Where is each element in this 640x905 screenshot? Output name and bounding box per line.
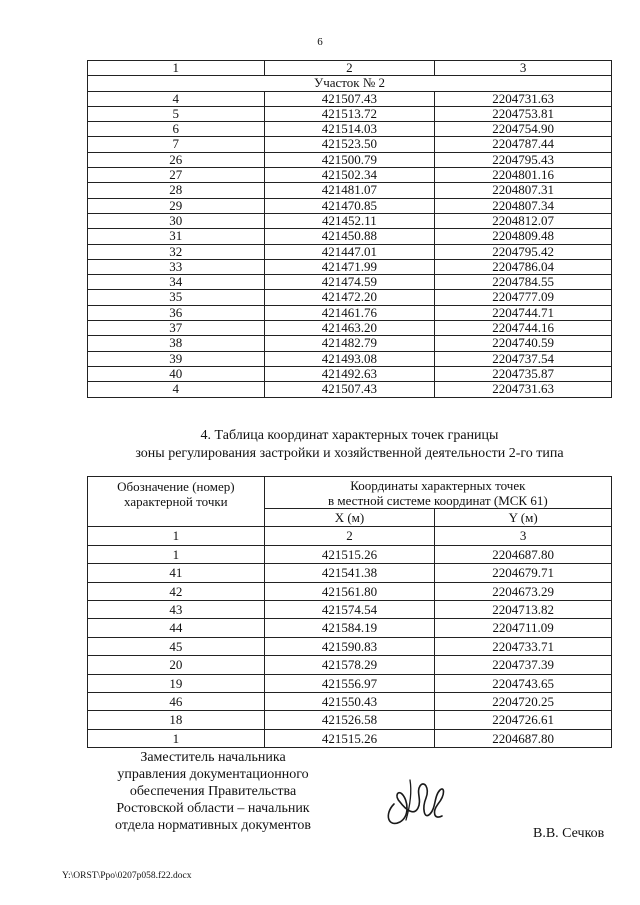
signature-block xyxy=(88,749,338,834)
table-row xyxy=(88,321,612,336)
y-coordinate-cell: 2204809.48 xyxy=(435,229,612,244)
table-caption-line-1: 4. Таблица координат характерных точек границы xyxy=(200,428,499,443)
y-coordinate-cell: 2204801.16 xyxy=(435,168,612,183)
y-coordinate-cell: 2204731.63 xyxy=(435,382,612,397)
y-coordinate-cell: 2204687.80 xyxy=(435,545,612,563)
table-row xyxy=(88,582,612,600)
y-coordinate-cell: 2204720.25 xyxy=(435,693,612,711)
table-row xyxy=(88,711,612,729)
coordinates-header-line-1: Координаты характерных точек xyxy=(350,478,526,493)
table-row xyxy=(88,351,612,366)
x-coordinate-cell: 421515.26 xyxy=(264,545,435,563)
y-coordinate-cell: 2204733.71 xyxy=(435,637,612,655)
point-number-cell: 27 xyxy=(88,168,265,183)
x-coordinate-cell: 421502.34 xyxy=(264,168,435,183)
x-coordinate-cell: 421450.88 xyxy=(264,229,435,244)
point-number-cell: 32 xyxy=(88,244,265,259)
x-coordinate-cell: 421500.79 xyxy=(264,152,435,167)
column-numbers-row xyxy=(88,527,612,545)
point-number-cell: 33 xyxy=(88,259,265,274)
x-coordinate-cell: 421472.20 xyxy=(264,290,435,305)
position-title-line: Заместитель начальника xyxy=(140,750,286,765)
y-coordinate-cell: 2204784.55 xyxy=(435,275,612,290)
section-title: Участок № 2 xyxy=(88,76,612,91)
coordinates-table-section-2 xyxy=(87,60,612,398)
table-row xyxy=(88,168,612,183)
y-coordinate-cell: 2204812.07 xyxy=(435,213,612,228)
point-number-cell: 26 xyxy=(88,152,265,167)
point-number-cell: 35 xyxy=(88,290,265,305)
y-coordinate-cell: 2204673.29 xyxy=(435,582,612,600)
table-row xyxy=(88,366,612,381)
table-row xyxy=(88,336,612,351)
y-coordinate-cell: 2204737.39 xyxy=(435,656,612,674)
column-number-cell: 2 xyxy=(264,61,435,76)
point-number-cell: 1 xyxy=(88,545,265,563)
y-coordinate-cell: 2204777.09 xyxy=(435,290,612,305)
y-coordinate-cell: 2204744.71 xyxy=(435,305,612,320)
x-header: X (м) xyxy=(264,509,435,527)
table-row xyxy=(88,152,612,167)
x-coordinate-cell: 421526.58 xyxy=(264,711,435,729)
y-coordinate-cell: 2204795.43 xyxy=(435,152,612,167)
point-number-cell: 7 xyxy=(88,137,265,152)
y-coordinate-cell: 2204737.54 xyxy=(435,351,612,366)
x-coordinate-cell: 421515.26 xyxy=(264,729,435,747)
table-row xyxy=(88,183,612,198)
table-header-row xyxy=(88,477,612,509)
file-path: Y:\ORST\Ppo\0207p058.f22.docx xyxy=(62,871,192,881)
point-number-cell: 5 xyxy=(88,106,265,121)
point-number-cell: 40 xyxy=(88,366,265,381)
point-number-cell: 18 xyxy=(88,711,265,729)
point-number-cell: 37 xyxy=(88,321,265,336)
coordinates-header-line-2: в местной системе координат (МСК 61) xyxy=(327,493,548,508)
point-number-cell: 43 xyxy=(88,601,265,619)
table-row xyxy=(88,545,612,563)
point-number-cell: 45 xyxy=(88,637,265,655)
table-row xyxy=(88,137,612,152)
x-coordinate-cell: 421590.83 xyxy=(264,637,435,655)
coordinates-header xyxy=(264,477,611,509)
x-coordinate-cell: 421493.08 xyxy=(264,351,435,366)
point-number-cell: 6 xyxy=(88,122,265,137)
x-coordinate-cell: 421578.29 xyxy=(264,656,435,674)
point-number-cell: 34 xyxy=(88,275,265,290)
x-coordinate-cell: 421470.85 xyxy=(264,198,435,213)
point-number-cell: 42 xyxy=(88,582,265,600)
table-row xyxy=(88,637,612,655)
y-coordinate-cell: 2204807.31 xyxy=(435,183,612,198)
point-number-cell: 36 xyxy=(88,305,265,320)
point-number-cell: 31 xyxy=(88,229,265,244)
y-coordinate-cell: 2204743.65 xyxy=(435,674,612,692)
table-row xyxy=(88,619,612,637)
x-coordinate-cell: 421482.79 xyxy=(264,336,435,351)
y-coordinate-cell: 2204713.82 xyxy=(435,601,612,619)
x-coordinate-cell: 421463.20 xyxy=(264,321,435,336)
point-number-cell: 30 xyxy=(88,213,265,228)
x-coordinate-cell: 421492.63 xyxy=(264,366,435,381)
column-number-cell: 2 xyxy=(264,527,435,545)
table-row xyxy=(88,259,612,274)
table-row xyxy=(88,656,612,674)
table-row xyxy=(88,729,612,747)
x-coordinate-cell: 421507.43 xyxy=(264,382,435,397)
y-coordinate-cell: 2204687.80 xyxy=(435,729,612,747)
column-number-cell: 1 xyxy=(88,527,265,545)
point-number-cell: 41 xyxy=(88,564,265,582)
y-coordinate-cell: 2204753.81 xyxy=(435,106,612,121)
y-coordinate-cell: 2204731.63 xyxy=(435,91,612,106)
table-header-row xyxy=(88,61,612,76)
x-coordinate-cell: 421556.97 xyxy=(264,674,435,692)
y-coordinate-cell: 2204740.59 xyxy=(435,336,612,351)
point-number-cell: 1 xyxy=(88,729,265,747)
x-coordinate-cell: 421461.76 xyxy=(264,305,435,320)
table-row xyxy=(88,564,612,582)
point-number-cell: 39 xyxy=(88,351,265,366)
table-row xyxy=(88,244,612,259)
y-coordinate-cell: 2204735.87 xyxy=(435,366,612,381)
y-coordinate-cell: 2204744.16 xyxy=(435,321,612,336)
y-coordinate-cell: 2204726.61 xyxy=(435,711,612,729)
point-number-cell: 4 xyxy=(88,382,265,397)
x-coordinate-cell: 421452.11 xyxy=(264,213,435,228)
table-row xyxy=(88,601,612,619)
table-row xyxy=(88,122,612,137)
x-coordinate-cell: 421574.54 xyxy=(264,601,435,619)
y-coordinate-cell: 2204795.42 xyxy=(435,244,612,259)
coordinates-table-zone-2 xyxy=(87,476,612,748)
page-number: 6 xyxy=(317,36,323,48)
point-number-cell: 29 xyxy=(88,198,265,213)
point-number-cell: 38 xyxy=(88,336,265,351)
table-row xyxy=(88,91,612,106)
x-coordinate-cell: 421561.80 xyxy=(264,582,435,600)
table-row xyxy=(88,198,612,213)
x-coordinate-cell: 421584.19 xyxy=(264,619,435,637)
signer-name: В.В. Сечков xyxy=(533,826,605,841)
x-coordinate-cell: 421474.59 xyxy=(264,275,435,290)
y-coordinate-cell: 2204786.04 xyxy=(435,259,612,274)
table-row xyxy=(88,106,612,121)
handwritten-signature xyxy=(380,770,450,830)
y-coordinate-cell: 2204679.71 xyxy=(435,564,612,582)
y-coordinate-cell: 2204787.44 xyxy=(435,137,612,152)
point-designation-header-line-1: Обозначение (номер) xyxy=(117,479,235,494)
x-coordinate-cell: 421447.01 xyxy=(264,244,435,259)
y-header: Y (м) xyxy=(435,509,612,527)
x-coordinate-cell: 421513.72 xyxy=(264,106,435,121)
point-number-cell: 4 xyxy=(88,91,265,106)
position-title-line: Ростовской области – начальник xyxy=(116,801,310,816)
y-coordinate-cell: 2204711.09 xyxy=(435,619,612,637)
x-coordinate-cell: 421550.43 xyxy=(264,693,435,711)
point-number-cell: 44 xyxy=(88,619,265,637)
table-row xyxy=(88,213,612,228)
point-number-cell: 46 xyxy=(88,693,265,711)
x-coordinate-cell: 421481.07 xyxy=(264,183,435,198)
x-coordinate-cell: 421514.03 xyxy=(264,122,435,137)
column-number-cell: 3 xyxy=(435,61,612,76)
table-caption-line-2: зоны регулирования застройки и хозяйственной деятельности 2-го типа xyxy=(135,446,564,461)
column-number-cell: 3 xyxy=(435,527,612,545)
column-number-cell: 1 xyxy=(88,61,265,76)
table-row xyxy=(88,229,612,244)
x-coordinate-cell: 421507.43 xyxy=(264,91,435,106)
point-number-cell: 28 xyxy=(88,183,265,198)
position-title-line: отдела нормативных документов xyxy=(115,818,311,833)
table-row xyxy=(88,674,612,692)
point-number-cell: 19 xyxy=(88,674,265,692)
table-row xyxy=(88,382,612,397)
x-coordinate-cell: 421541.38 xyxy=(264,564,435,582)
x-coordinate-cell: 421523.50 xyxy=(264,137,435,152)
x-coordinate-cell: 421471.99 xyxy=(264,259,435,274)
table-row xyxy=(88,275,612,290)
table-row xyxy=(88,305,612,320)
point-designation-header-line-2: характерной точки xyxy=(124,494,228,509)
point-designation-header xyxy=(88,477,265,527)
point-number-cell: 20 xyxy=(88,656,265,674)
y-coordinate-cell: 2204754.90 xyxy=(435,122,612,137)
table-row xyxy=(88,693,612,711)
section-title-row xyxy=(88,76,612,91)
y-coordinate-cell: 2204807.34 xyxy=(435,198,612,213)
position-title-line: управления документационного xyxy=(117,767,309,782)
table-row xyxy=(88,290,612,305)
position-title-line: обеспечения Правительства xyxy=(129,784,297,799)
